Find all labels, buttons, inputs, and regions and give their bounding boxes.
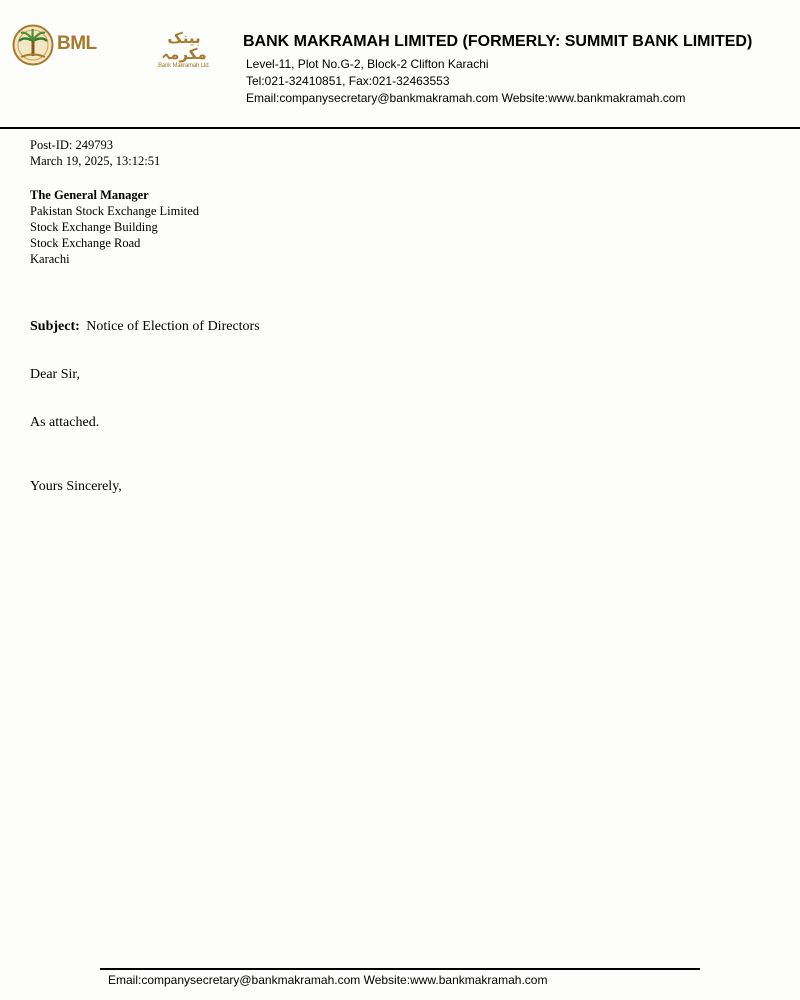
bank-makramah-logo-urdu: بینک مکرمہ <box>161 29 207 63</box>
recipient-line: Karachi <box>30 252 70 266</box>
bank-makramah-logo-english: Bank Makramah Ltd. <box>158 63 210 69</box>
footer-divider <box>100 968 700 970</box>
closing: Yours Sincerely, <box>30 479 122 494</box>
company-name: BANK MAKRAMAH LIMITED (FORMERLY: SUMMIT BANK LIMITED) <box>243 33 753 50</box>
letter-body: As attached. <box>30 415 100 430</box>
palm-tree-emblem-icon <box>12 24 54 66</box>
salutation: Dear Sir, <box>30 367 80 382</box>
bml-logo <box>12 24 104 66</box>
recipient-title: The General Manager <box>30 188 149 202</box>
subject-label: Subject: <box>30 319 80 334</box>
header-divider <box>0 127 800 129</box>
recipient-line: Pakistan Stock Exchange Limited <box>30 204 200 218</box>
recipient-line: Stock Exchange Building <box>30 220 158 234</box>
subject-text: Notice of Election of Directors <box>86 319 260 334</box>
company-email-website: Email:companysecretary@bankmakramah.com Website:www.bankmakramah.com <box>246 91 686 105</box>
footer-email-website: Email:companysecretary@bankmakramah.com Website:www.bankmakramah.com <box>108 973 548 987</box>
subject-line <box>30 319 260 335</box>
recipient-line: Stock Exchange Road <box>30 236 141 250</box>
letter-datetime: March 19, 2025, 13:12:51 <box>30 154 161 168</box>
letterhead <box>0 0 800 128</box>
bml-logo-text: BML <box>57 33 97 54</box>
bank-makramah-logo <box>150 29 218 69</box>
company-phone-fax: Tel:021-32410851, Fax:021-32463553 <box>246 74 450 88</box>
company-address: Level-11, Plot No.G-2, Block-2 Clifton Karachi <box>246 57 489 71</box>
post-id: Post-ID: 249793 <box>30 138 113 152</box>
